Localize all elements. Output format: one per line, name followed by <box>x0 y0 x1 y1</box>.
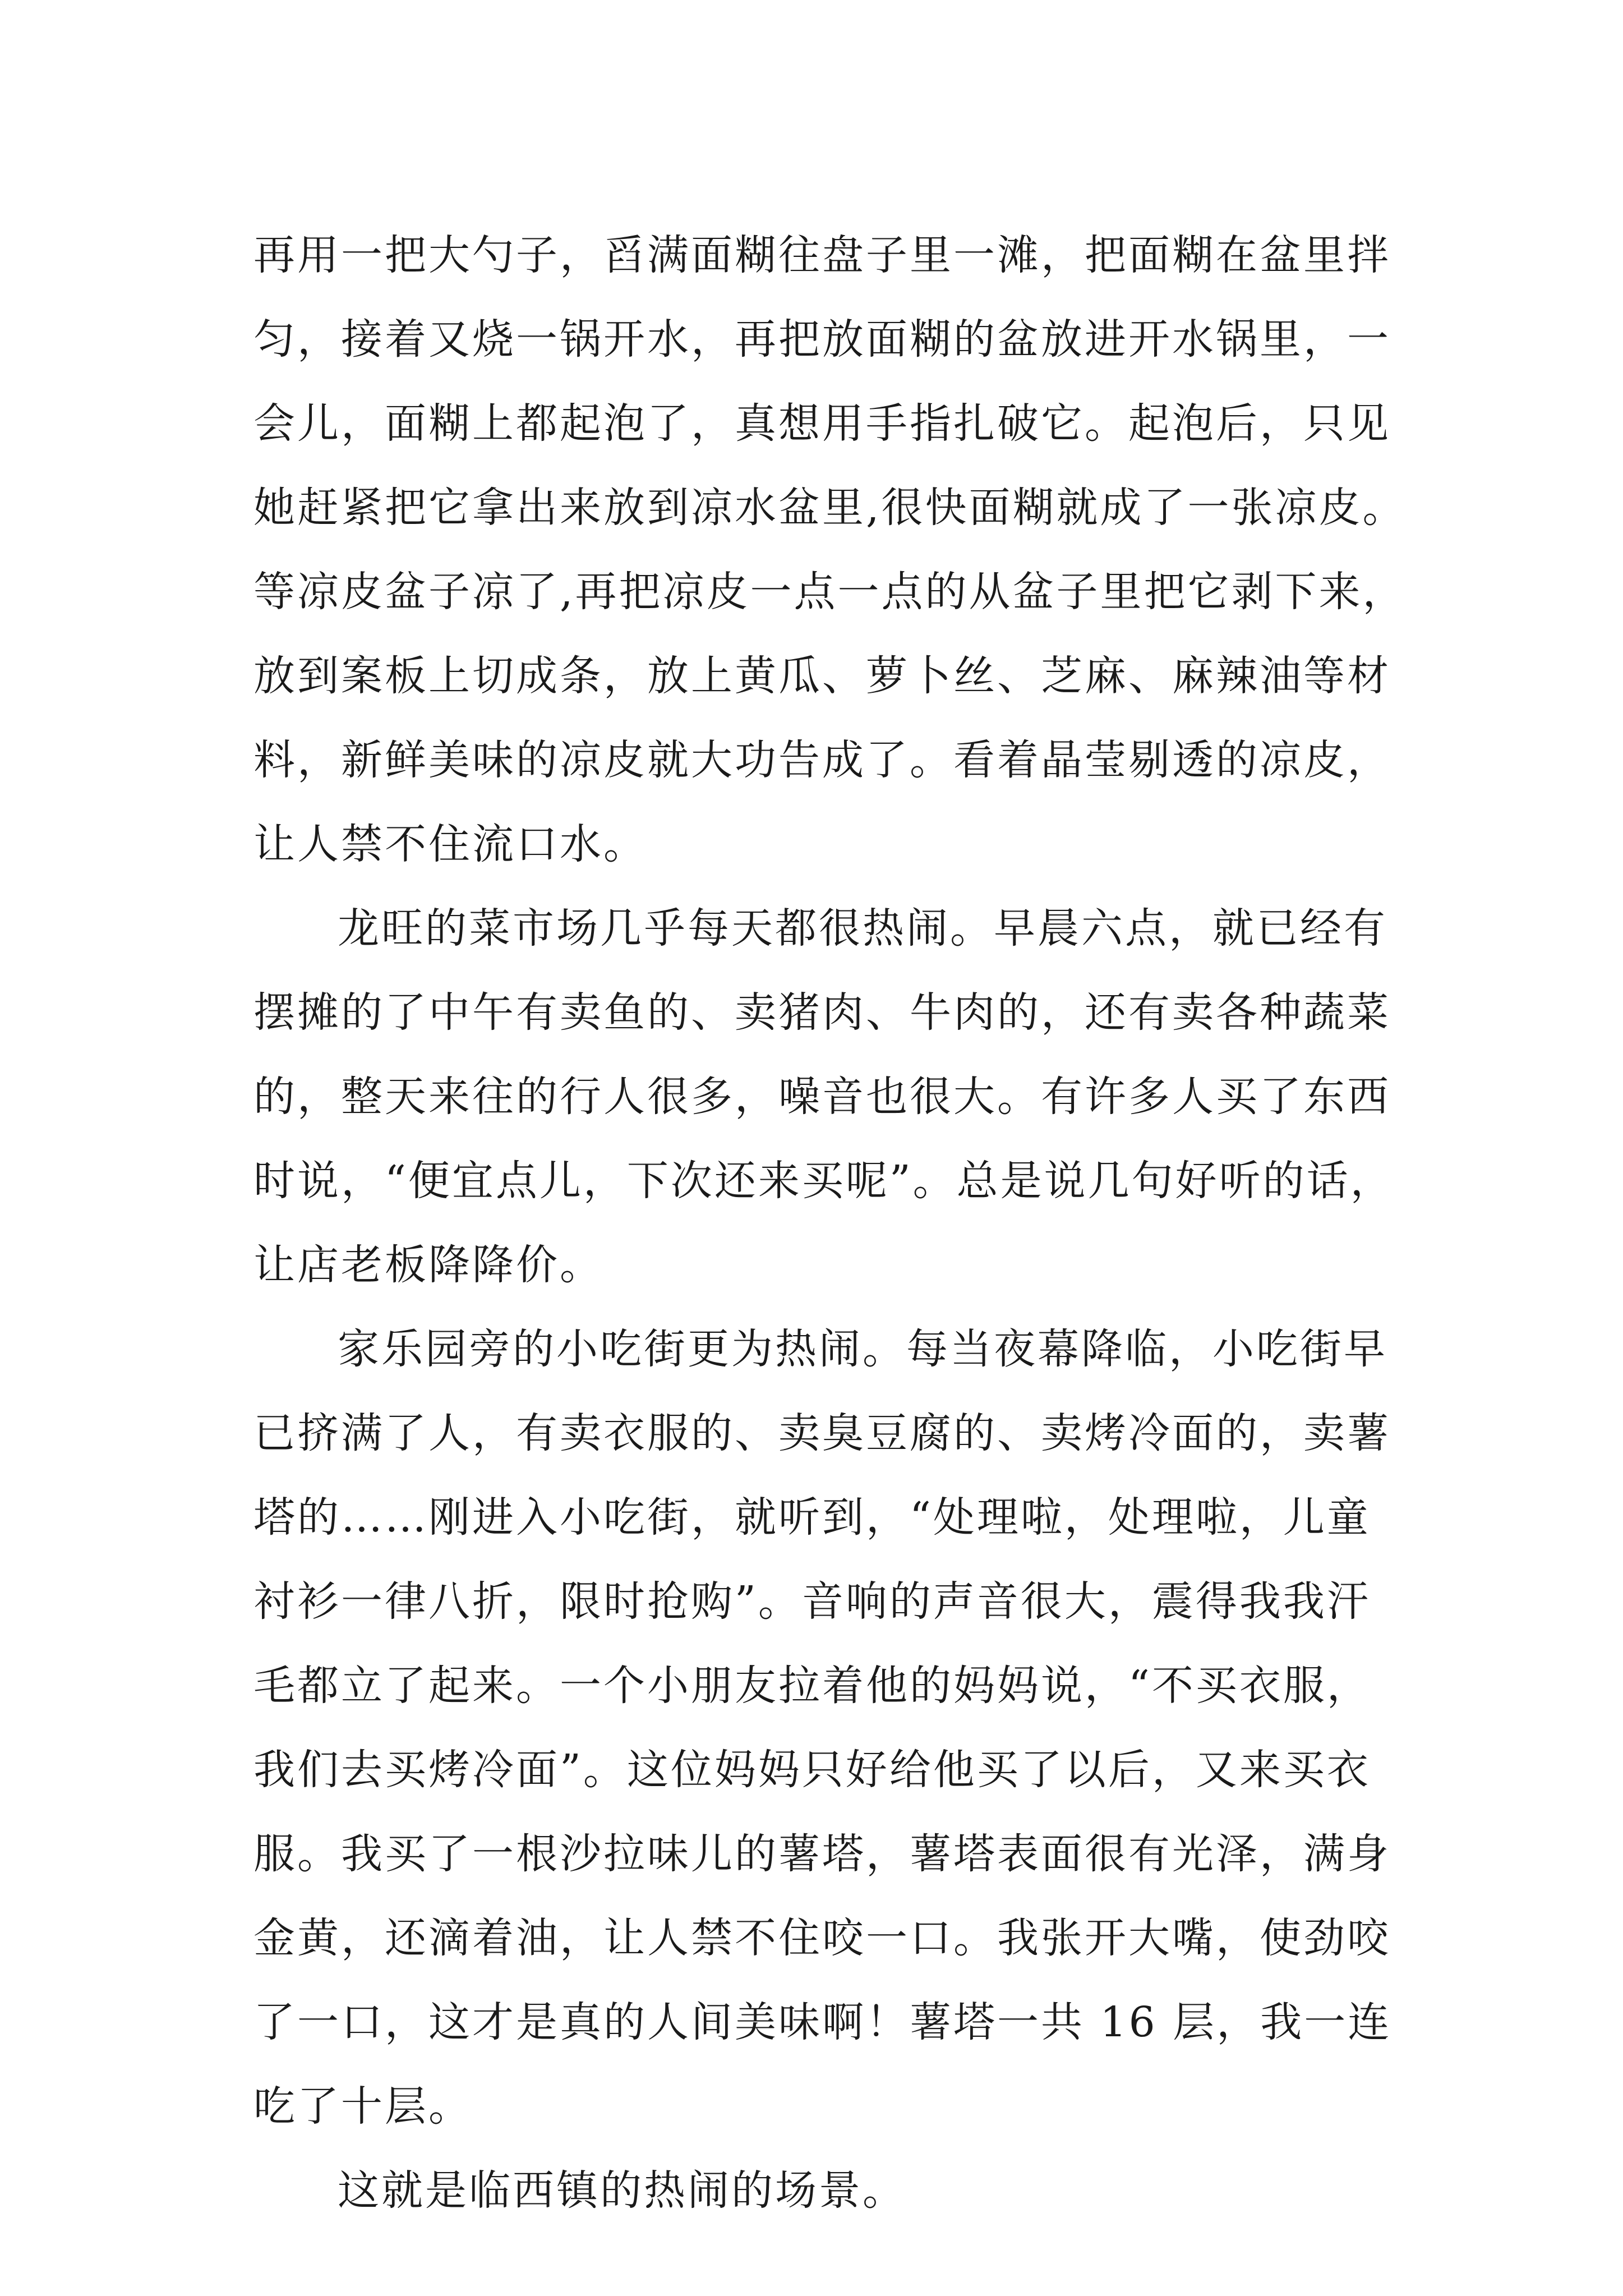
paragraph-1-line-3: 会儿，面糊上都起泡了，真想用手指扎破它。起泡后，只见 <box>253 399 1391 448</box>
paragraph-2-line-2: 摆摊的了中午有卖鱼的、卖猪肉、牛肉的，还有卖各种蔬菜 <box>253 988 1391 1037</box>
paragraph-3-line-9: 了一口，这才是真的人间美味啊！薯塔一共 16 层，我一连 <box>253 1998 1392 2046</box>
paragraph-2-line-5: 让店老板降降价。 <box>253 1241 603 1289</box>
paragraph-3-line-5: 毛都立了起来。一个小朋友拉着他的妈妈说，“不买衣服， <box>253 1662 1371 1710</box>
paragraph-3-line-10: 吃了十层。 <box>253 2082 472 2131</box>
paragraph-3-line-2: 已挤满了人，有卖衣服的、卖臭豆腐的、卖烤冷面的，卖薯 <box>253 1409 1391 1457</box>
paragraph-3-line-6: 我们去买烤冷面”。这位妈妈只好给他买了以后，又来买衣 <box>253 1746 1371 1794</box>
paragraph-2-line-1: 龙旺的菜市场几乎每天都很热闹。早晨六点，就已经有 <box>338 904 1387 953</box>
paragraph-2-line-3: 的，整天来往的行人很多，噪音也很大。有许多人买了东西 <box>253 1073 1391 1121</box>
paragraph-4-line-1: 这就是临西镇的热闹的场景。 <box>338 2166 906 2215</box>
paragraph-3-line-8: 金黄，还滴着油，让人禁不住咬一口。我张开大嘴，使劲咬 <box>253 1914 1391 1962</box>
paragraph-3-line-1: 家乐园旁的小吃街更为热闹。每当夜幕降临，小吃街早 <box>338 1325 1387 1373</box>
paragraph-1-line-6: 放到案板上切成条，放上黄瓜、萝卜丝、芝麻、麻辣油等材 <box>253 652 1391 700</box>
paragraph-1-line-4: 她赶紧把它拿出来放到凉水盆里,很快面糊就成了一张凉皮。 <box>253 484 1407 532</box>
essay-body <box>253 213 1407 2233</box>
paragraph-3-line-3: 塔的……刚进入小吃街，就听到，“处理啦，处理啦，儿童 <box>253 1493 1371 1542</box>
paragraph-1-line-7: 料，新鲜美味的凉皮就大功告成了。看着晶莹剔透的凉皮， <box>253 736 1391 784</box>
paragraph-1-line-2: 匀，接着又烧一锅开水，再把放面糊的盆放进开水锅里，一 <box>253 315 1391 364</box>
paragraph-2-line-4: 时说，“便宜点儿，下次还来买呢”。总是说几句好听的话， <box>253 1157 1394 1205</box>
paragraph-1-line-5: 等凉皮盆子凉了,再把凉皮一点一点的从盆子里把它剥下来， <box>253 568 1407 616</box>
paragraph-3-line-4: 衬衫一律八折，限时抢购”。音响的声音很大，震得我我汗 <box>253 1577 1371 1626</box>
paragraph-1-line-8: 让人禁不住流口水。 <box>253 820 647 868</box>
paragraph-3-line-7: 服。我买了一根沙拉味儿的薯塔，薯塔表面很有光泽，满身 <box>253 1830 1391 1878</box>
paragraph-1-line-1: 再用一把大勺子，舀满面糊往盘子里一滩，把面糊在盆里拌 <box>253 231 1391 279</box>
